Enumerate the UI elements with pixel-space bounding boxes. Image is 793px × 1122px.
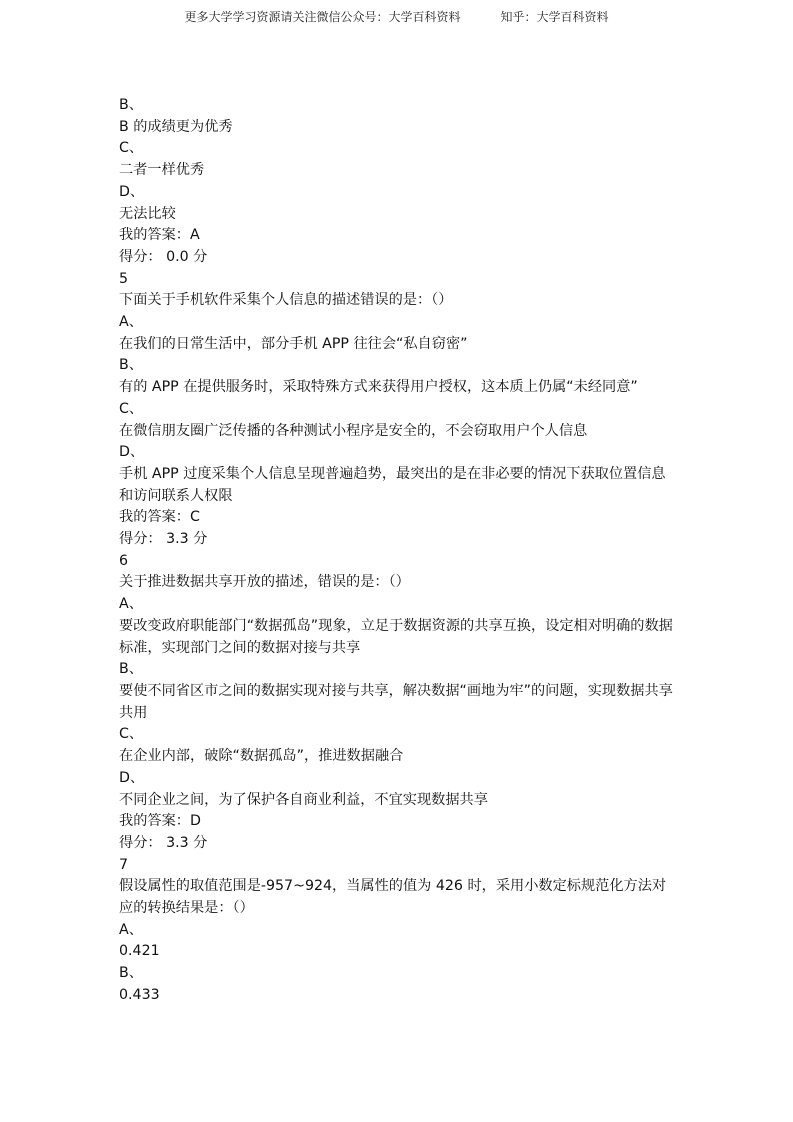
question-text: 假设属性的取值范围是-957~924，当属性的值为 426 时，采用小数定标规范化方法对应的转换结果是：（） bbox=[119, 878, 667, 917]
option-label: A、 bbox=[119, 314, 143, 331]
my-answer: 我的答案：D bbox=[119, 813, 201, 830]
option-label: D、 bbox=[119, 769, 145, 786]
option-label: C、 bbox=[119, 726, 144, 743]
option-text: 要改变政府职能部门“数据孤岛”现象，立足于数据资源的共享互换，设定相对明确的数据标准，实现部门之间的数据对接与共享 bbox=[119, 617, 673, 656]
option-text: 无法比较 bbox=[119, 205, 176, 222]
question-number: 5 bbox=[119, 270, 129, 287]
option-text: 有的 APP 在提供服务时，采取特殊方式来获得用户授权，这本质上仍属“未经同意” bbox=[119, 379, 638, 396]
question-text: 关于推进数据共享开放的描述，错误的是：（） bbox=[119, 574, 410, 591]
option-text: 在我们的日常生活中，部分手机 APP 往往会“私自窃密” bbox=[119, 335, 468, 352]
score: 得分： 3.3 分 bbox=[119, 531, 208, 548]
option-label: B、 bbox=[119, 357, 143, 374]
score: 得分： 0.0 分 bbox=[119, 248, 208, 265]
header-wechat-text: 更多大学学习资源请关注微信公众号：大学百科资料 bbox=[184, 10, 461, 24]
option-text: 不同企业之间，为了保护各自商业利益，不宜实现数据共享 bbox=[119, 791, 488, 808]
question-number: 7 bbox=[119, 856, 129, 873]
option-label: C、 bbox=[119, 140, 144, 157]
option-text: 二者一样优秀 bbox=[119, 162, 205, 179]
question-number: 6 bbox=[119, 552, 129, 569]
page-header bbox=[0, 8, 793, 25]
option-label: B、 bbox=[119, 97, 143, 113]
option-label: A、 bbox=[119, 596, 143, 613]
question-text: 下面关于手机软件采集个人信息的描述错误的是：（） bbox=[119, 292, 453, 309]
option-label: B、 bbox=[119, 965, 143, 982]
option-text: 在微信朋友圈广泛传播的各种测试小程序是安全的，不会窃取用户个人信息 bbox=[119, 422, 588, 439]
option-text: 在企业内部，破除“数据孤岛”，推进数据融合 bbox=[119, 748, 404, 765]
option-text: B 的成绩更为优秀 bbox=[119, 118, 233, 135]
header-zhihu-text: 知乎：大学百科资料 bbox=[500, 10, 609, 24]
option-text: 0.433 bbox=[119, 986, 160, 1003]
option-label: D、 bbox=[119, 444, 145, 461]
option-text: 0.421 bbox=[119, 943, 160, 960]
document-body bbox=[119, 95, 679, 1007]
my-answer: 我的答案：C bbox=[119, 509, 200, 526]
option-label: B、 bbox=[119, 661, 143, 678]
my-answer: 我的答案：A bbox=[119, 227, 200, 244]
option-label: A、 bbox=[119, 921, 143, 938]
option-text: 要使不同省区市之间的数据实现对接与共享，解决数据“画地为牢”的问题，实现数据共享共用 bbox=[119, 682, 673, 721]
option-label: C、 bbox=[119, 400, 144, 417]
option-label: D、 bbox=[119, 183, 145, 200]
score: 得分： 3.3 分 bbox=[119, 834, 208, 851]
option-text: 手机 APP 过度采集个人信息呈现普遍趋势，最突出的是在非必要的情况下获取位置信息和访问联系人权限 bbox=[119, 465, 666, 504]
